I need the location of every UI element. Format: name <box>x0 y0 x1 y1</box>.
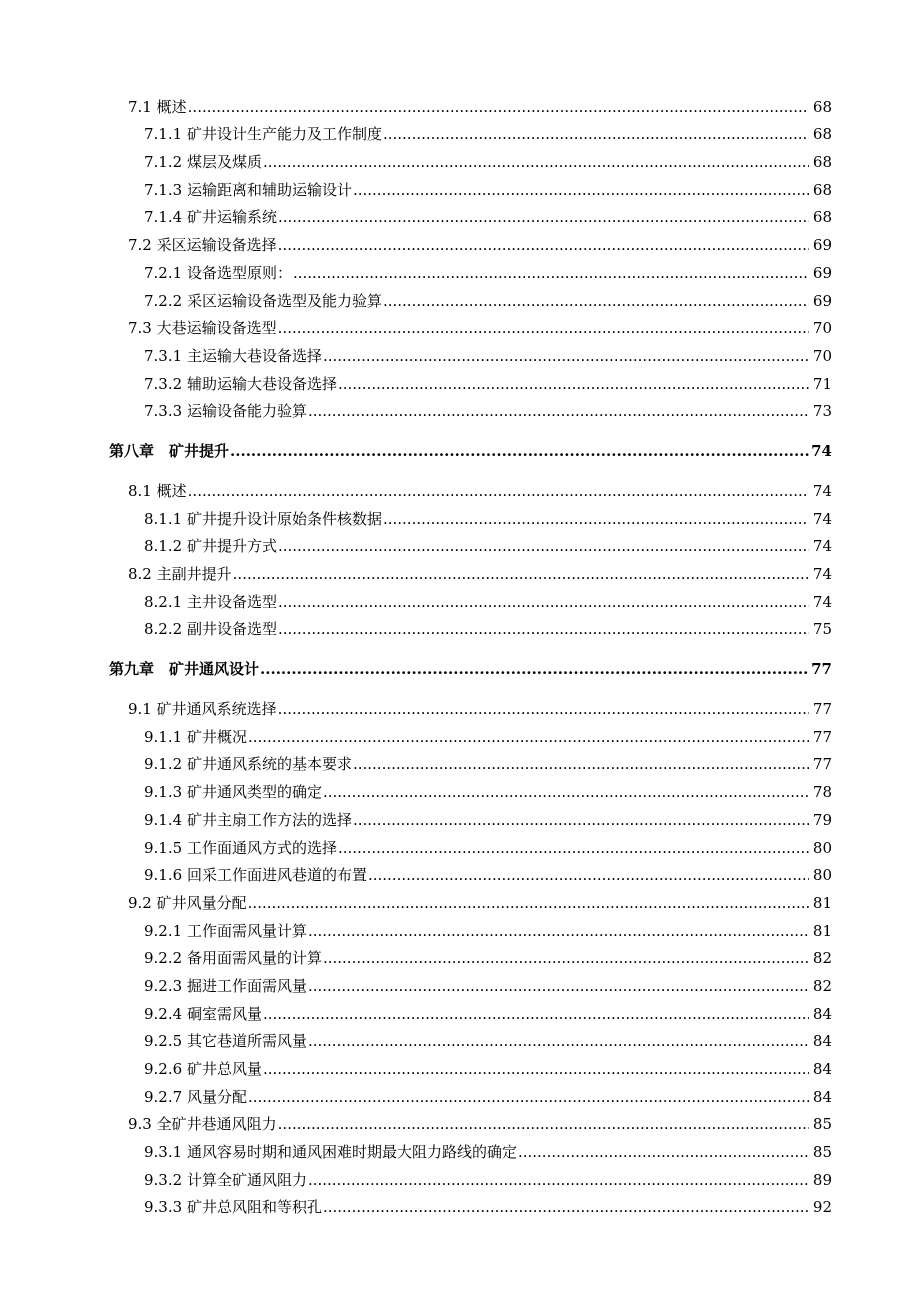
toc-entry-title <box>128 482 187 500</box>
toc-entry-number: 7.3.3 <box>144 402 183 421</box>
toc-page-number: 84 <box>812 1032 832 1051</box>
toc-dot-leader <box>278 593 809 611</box>
toc-page-number: 68 <box>812 208 832 227</box>
toc-entry-number: 9.3.3 <box>144 1198 183 1217</box>
toc-entry-title <box>144 1143 517 1161</box>
toc-page-number: 84 <box>812 1004 832 1023</box>
toc-page-number: 81 <box>812 893 832 912</box>
toc-entry[interactable] <box>0 805 920 833</box>
toc-page-number: 70 <box>812 346 832 365</box>
toc-dot-leader <box>278 620 809 638</box>
toc-entry[interactable] <box>0 230 920 258</box>
toc-entry-text: 矿井总风量 <box>186 1060 262 1078</box>
toc-entry[interactable] <box>0 916 920 944</box>
toc-entry-number: 第九章 <box>109 660 155 679</box>
toc-entry-text: 矿井通风类型的确定 <box>186 783 322 802</box>
toc-entry[interactable] <box>0 1054 920 1082</box>
toc-dot-leader <box>338 375 809 393</box>
toc-entry-text: 运输距离和辅助运输设计 <box>186 180 352 199</box>
toc-entry-text: 主运输大巷设备选择 <box>186 346 322 365</box>
toc-entry-text: 硐室需风量 <box>186 1004 262 1023</box>
toc-page-number: 81 <box>812 921 832 940</box>
toc-entry-title <box>128 894 247 912</box>
toc-entry-number: 7.1.4 <box>144 208 183 227</box>
toc-page-number: 74 <box>811 442 832 461</box>
toc-entry[interactable] <box>0 777 920 805</box>
toc-entry-text: 风量分配 <box>186 1087 247 1106</box>
toc-entry-number: 9.2.4 <box>144 1004 183 1023</box>
toc-entry-text: 矿井通风系统选择 <box>156 700 277 719</box>
toc-dot-leader <box>233 565 809 583</box>
toc-entry-text: 工作面通风方式的选择 <box>186 838 337 857</box>
toc-dot-leader <box>353 811 809 829</box>
toc-dot-leader <box>353 755 809 773</box>
toc-entry-text: 矿井设计生产能力及工作制度 <box>186 125 382 144</box>
toc-entry-text: 工作面需风量计算 <box>186 921 307 940</box>
toc-entry-title <box>144 347 322 365</box>
toc-entry[interactable] <box>0 286 920 314</box>
toc-entry[interactable] <box>0 92 920 120</box>
toc-entry-title <box>144 783 322 801</box>
toc-page-number: 82 <box>812 976 832 995</box>
toc-entry-title <box>144 375 337 393</box>
toc-entry-number: 9.3 <box>128 1115 152 1134</box>
toc-entry-number: 9.1.2 <box>144 755 183 774</box>
toc-entry-text: 概述 <box>156 481 187 500</box>
toc-page-number: 80 <box>812 838 832 857</box>
toc-entry-number: 9.2.3 <box>144 976 183 995</box>
toc-dot-leader <box>278 1115 809 1133</box>
toc-page-number: 68 <box>812 153 832 172</box>
toc-dot-leader <box>188 482 809 500</box>
toc-dot-leader <box>263 153 809 171</box>
toc-entry-text: 采区运输设备选择 <box>156 236 277 255</box>
table-of-contents <box>0 92 920 1220</box>
toc-dot-leader <box>278 236 809 254</box>
toc-dot-leader <box>383 292 809 310</box>
toc-chapter-entry[interactable] <box>0 642 920 688</box>
toc-entry[interactable] <box>0 120 920 148</box>
toc-dot-leader <box>278 700 809 718</box>
toc-dot-leader <box>338 839 809 857</box>
toc-entry[interactable] <box>0 532 920 560</box>
toc-entry[interactable] <box>0 722 920 750</box>
toc-entry-number: 9.2.6 <box>144 1060 183 1078</box>
toc-entry-text: 主井设备选型 <box>186 592 277 611</box>
toc-page-number: 79 <box>812 810 832 829</box>
toc-dot-leader <box>308 922 809 940</box>
toc-entry-number: 8.2.2 <box>144 620 183 639</box>
toc-entry-title <box>144 949 322 967</box>
toc-dot-leader <box>383 510 809 528</box>
toc-entry-title <box>128 1115 277 1133</box>
toc-entry-title <box>144 1198 322 1216</box>
toc-dot-leader <box>248 894 809 912</box>
toc-page-number: 80 <box>812 866 832 885</box>
toc-dot-leader <box>323 347 809 365</box>
toc-entry-title <box>128 319 277 337</box>
toc-page-number: 73 <box>812 402 832 421</box>
toc-entry-text: 备用面需风量的计算 <box>186 949 322 968</box>
toc-entry-number: 8.2.1 <box>144 592 183 611</box>
toc-entry-text: 煤层及煤质 <box>186 153 262 172</box>
toc-entry-number: 7.3.1 <box>144 346 183 365</box>
toc-entry-text: 矿井通风系统的基本要求 <box>186 755 352 774</box>
toc-entry-title <box>128 236 277 254</box>
toc-entry-number: 9.1.6 <box>144 866 183 885</box>
toc-entry-text: 其它巷道所需风量 <box>186 1032 307 1051</box>
toc-entry-title <box>144 125 382 143</box>
toc-entry-text: 矿井提升设计原始条件核数据 <box>186 509 382 528</box>
toc-chapter-entry[interactable] <box>0 424 920 470</box>
toc-entry-number: 9.2.7 <box>144 1087 183 1106</box>
toc-dot-leader <box>248 728 809 746</box>
toc-entry[interactable] <box>0 888 920 916</box>
toc-dot-leader <box>278 537 809 555</box>
toc-entry-text: 矿井运输系统 <box>186 208 277 227</box>
toc-entry-text: 全矿井巷通风阻力 <box>156 1115 277 1134</box>
toc-entry-text: 回采工作面进风巷道的布置 <box>186 866 367 885</box>
toc-entry-text: 矿井主扇工作方法的选择 <box>186 810 352 829</box>
toc-entry[interactable] <box>0 1165 920 1193</box>
toc-page-number: 74 <box>812 481 832 500</box>
toc-entry-text: 运输设备能力验算 <box>186 402 307 421</box>
toc-dot-leader <box>368 866 809 884</box>
toc-page-number: 92 <box>812 1198 832 1217</box>
toc-entry-number: 第八章 <box>109 442 155 461</box>
toc-entry-text: 通风容易时期和通风困难时期最大阻力路线的确定 <box>186 1143 517 1162</box>
toc-dot-leader <box>308 402 809 420</box>
toc-entry-text: 计算全矿通风阻力 <box>186 1170 307 1189</box>
toc-page-number: 74 <box>812 537 832 556</box>
toc-entry-number: 8.1.1 <box>144 509 183 528</box>
toc-entry-text: 矿井提升 <box>169 442 230 461</box>
toc-entry-title <box>144 181 352 199</box>
toc-entry-text: 辅助运输大巷设备选择 <box>186 374 337 393</box>
toc-entry[interactable] <box>0 944 920 972</box>
toc-entry-title <box>144 1088 247 1106</box>
toc-entry-title <box>109 442 229 460</box>
toc-entry[interactable] <box>0 587 920 615</box>
toc-page-number: 68 <box>812 125 832 144</box>
toc-entry[interactable] <box>0 203 920 231</box>
toc-entry-title <box>144 510 382 528</box>
toc-page-number: 74 <box>812 565 832 583</box>
toc-entry[interactable] <box>0 147 920 175</box>
toc-entry-text: 矿井通风设计 <box>169 660 260 679</box>
toc-page-number: 68 <box>812 97 832 116</box>
toc-entry-title <box>144 1005 262 1023</box>
toc-dot-leader <box>278 208 809 226</box>
toc-entry-text: 矿井提升方式 <box>186 537 277 556</box>
toc-entry-title <box>128 700 277 718</box>
toc-entry-text: 副井设备选型 <box>186 620 277 639</box>
toc-entry[interactable] <box>0 559 920 587</box>
toc-page-number: 85 <box>812 1143 832 1162</box>
toc-entry-title <box>109 660 259 678</box>
toc-page-number: 75 <box>812 620 832 639</box>
toc-dot-leader <box>323 949 809 967</box>
toc-page-number: 77 <box>812 727 832 746</box>
toc-entry-number: 7.1.3 <box>144 180 183 199</box>
toc-entry[interactable] <box>0 175 920 203</box>
toc-entry-text: 概述 <box>156 97 187 116</box>
toc-entry-number: 9.1.3 <box>144 783 183 802</box>
toc-dot-leader <box>263 1060 809 1078</box>
toc-entry-text: 矿井概况 <box>186 727 247 746</box>
toc-entry-text: 矿井总风阻和等积孔 <box>186 1198 322 1217</box>
toc-entry-number: 9.3.1 <box>144 1143 183 1162</box>
toc-entry-title <box>144 153 262 171</box>
toc-entry-title <box>144 922 307 940</box>
toc-page-number: 84 <box>812 1087 832 1106</box>
toc-entry-number: 9.3.2 <box>144 1170 183 1189</box>
toc-entry-title <box>144 811 352 829</box>
toc-entry[interactable] <box>0 476 920 504</box>
toc-entry-number: 7.3 <box>128 319 152 338</box>
toc-dot-leader <box>323 783 809 801</box>
toc-page-number: 78 <box>812 783 832 802</box>
toc-entry-number: 9.2.2 <box>144 949 183 968</box>
toc-entry-title <box>128 565 232 583</box>
toc-entry-title <box>144 292 382 310</box>
toc-page-number: 89 <box>812 1170 832 1189</box>
toc-entry-number: 8.1.2 <box>144 537 183 556</box>
toc-entry[interactable] <box>0 861 920 889</box>
toc-entry-title <box>144 402 307 420</box>
toc-page-number: 69 <box>812 263 832 282</box>
toc-dot-leader <box>260 660 809 678</box>
toc-entry-title <box>144 839 337 857</box>
toc-entry[interactable] <box>0 1137 920 1165</box>
toc-entry-title <box>144 755 352 773</box>
toc-page-number: 82 <box>812 949 832 968</box>
toc-entry-text: 采区运输设备选型及能力验算 <box>186 291 382 310</box>
toc-entry-number: 8.1 <box>128 481 152 500</box>
toc-entry-number: 7.1.1 <box>144 125 183 144</box>
toc-dot-leader <box>383 125 809 143</box>
toc-dot-leader <box>230 442 809 460</box>
toc-entry[interactable] <box>0 341 920 369</box>
toc-entry[interactable] <box>0 504 920 532</box>
toc-entry[interactable] <box>0 615 920 643</box>
toc-entry-text: 设备选型原则： <box>186 263 292 282</box>
toc-entry-text: 矿井风量分配 <box>156 893 247 912</box>
toc-entry[interactable] <box>0 999 920 1027</box>
toc-entry-text: 主副井提升 <box>156 565 232 583</box>
toc-dot-leader <box>518 1143 809 1161</box>
toc-entry[interactable] <box>0 1193 920 1221</box>
toc-entry-number: 9.2.1 <box>144 921 183 940</box>
toc-entry[interactable] <box>0 1110 920 1138</box>
toc-entry-title <box>144 1171 307 1189</box>
toc-page-number: 85 <box>812 1115 832 1134</box>
toc-entry[interactable] <box>0 314 920 342</box>
toc-page-number: 74 <box>812 592 832 611</box>
toc-entry[interactable] <box>0 369 920 397</box>
toc-entry-number: 8.2 <box>128 565 152 583</box>
toc-dot-leader <box>353 181 809 199</box>
toc-dot-leader <box>308 1032 809 1050</box>
toc-entry-number: 9.1 <box>128 700 152 719</box>
toc-page-number: 77 <box>811 660 832 679</box>
toc-entry-number: 9.1.5 <box>144 838 183 857</box>
toc-entry[interactable] <box>0 397 920 425</box>
toc-dot-leader <box>263 1005 809 1023</box>
toc-entry-number: 9.2.5 <box>144 1032 183 1051</box>
toc-entry[interactable] <box>0 258 920 286</box>
toc-page-number: 74 <box>812 509 832 528</box>
toc-entry-title <box>144 593 277 611</box>
toc-entry-number: 7.2 <box>128 236 152 255</box>
toc-entry[interactable] <box>0 694 920 722</box>
toc-entry-number: 9.1.1 <box>144 727 183 746</box>
toc-entry-number: 9.2 <box>128 893 152 912</box>
toc-entry[interactable] <box>0 971 920 999</box>
toc-entry-number: 7.3.2 <box>144 374 183 393</box>
toc-dot-leader <box>323 1198 809 1216</box>
toc-page-number: 70 <box>812 319 832 338</box>
toc-entry-title <box>144 977 307 995</box>
toc-entry-title <box>144 620 277 638</box>
toc-entry-text: 大巷运输设备选型 <box>156 319 277 338</box>
toc-entry-number: 7.2.1 <box>144 263 183 282</box>
toc-dot-leader <box>293 264 809 282</box>
toc-dot-leader <box>278 319 809 337</box>
toc-page-number: 69 <box>812 291 832 310</box>
toc-entry[interactable] <box>0 750 920 778</box>
toc-dot-leader <box>248 1088 809 1106</box>
toc-page-number: 69 <box>812 236 832 255</box>
toc-entry-title <box>144 866 367 884</box>
toc-entry-title <box>144 728 247 746</box>
toc-entry[interactable] <box>0 1082 920 1110</box>
toc-entry-number: 7.2.2 <box>144 291 183 310</box>
toc-entry-title <box>144 537 277 555</box>
toc-entry[interactable] <box>0 833 920 861</box>
toc-entry-title <box>144 208 277 226</box>
toc-page-number: 77 <box>812 700 832 719</box>
toc-entry-text: 掘进工作面需风量 <box>186 976 307 995</box>
toc-entry[interactable] <box>0 1027 920 1055</box>
toc-page-number: 77 <box>812 755 832 774</box>
toc-entry-number: 7.1.2 <box>144 153 183 172</box>
toc-entry-title <box>144 264 292 282</box>
toc-dot-leader <box>308 1171 809 1189</box>
toc-entry-title <box>144 1060 262 1078</box>
toc-dot-leader <box>188 98 809 116</box>
toc-entry-number: 9.1.4 <box>144 810 183 829</box>
toc-entry-title <box>128 98 187 116</box>
toc-page-number: 71 <box>812 374 832 393</box>
toc-page-number: 84 <box>812 1060 832 1078</box>
toc-entry-number: 7.1 <box>128 97 152 116</box>
toc-entry-title <box>144 1032 307 1050</box>
toc-dot-leader <box>308 977 809 995</box>
toc-page-number: 68 <box>812 180 832 199</box>
